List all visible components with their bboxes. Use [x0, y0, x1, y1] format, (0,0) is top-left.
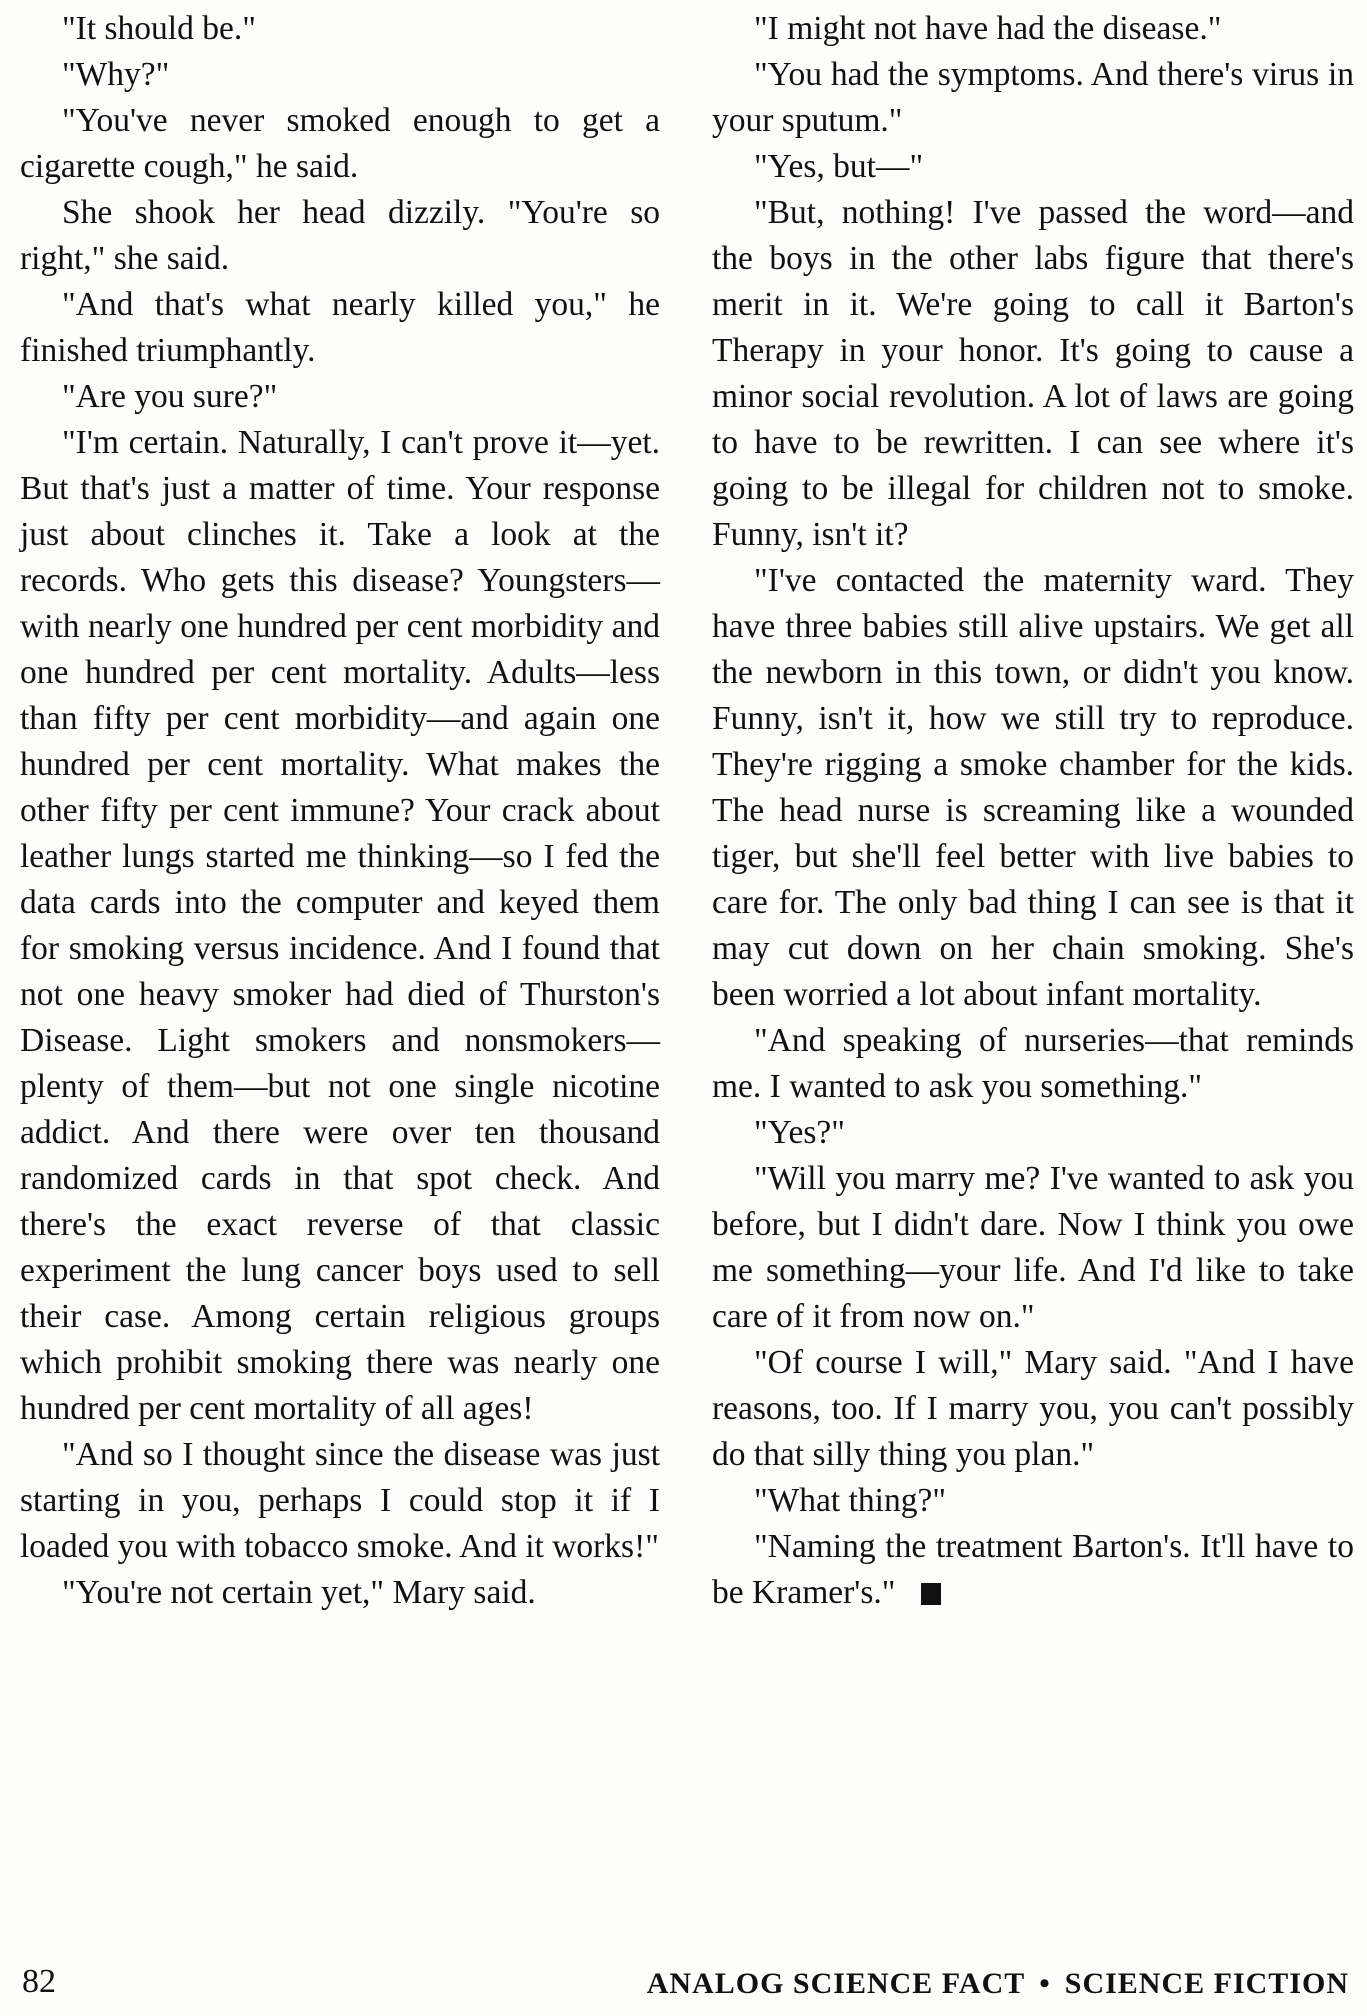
- left-column: [20, 6, 660, 1616]
- final-paragraph: [712, 1524, 1354, 1616]
- paragraph: "And speaking of nurseries—that reminds me. I wanted to ask you something.": [712, 1022, 1354, 1105]
- final-paragraph-text: "Naming the treatment Barton's. It'll have to be Kramer's.": [712, 1528, 1354, 1611]
- paragraph: "I'm certain. Naturally, I can't prove it—yet. But that's just a matter of time. Your response just about clinches it. Take a look at the records. Who gets this disease? Youngsters—with nearly one hundred per cent morbidity and one hundred per cent mortality. Adults—less than fifty per cent morbidity—and again one hundred per cent mortality. What makes the other fifty per cent immune? Your crack about leather lungs started me thinking—so I fed the data cards into the computer and keyed them for smoking versus incidence. And I found that not one heavy smoker had died of Thurston's Disease. Light smokers and nonsmokers—plenty of them—but not one single nicotine addict. And there were over ten thousand randomized cards in that spot check. And there's the exact reverse of that classic experiment the lung cancer boys used to sell their case. Among certain religious groups which prohibit smoking there was nearly one hundred per cent mortality of all ages!: [20, 424, 660, 1427]
- paragraph: "Of course I will," Mary said. "And I have reasons, too. If I marry you, you can't possibly do that silly thing you plan.": [712, 1344, 1354, 1473]
- right-column: [712, 6, 1354, 1616]
- paragraph: "You had the symptoms. And there's virus in your sputum.": [712, 56, 1354, 139]
- paragraph: "Are you sure?": [62, 378, 278, 415]
- paragraph: "Will you marry me? I've wanted to ask you before, but I didn't dare. Now I think you owe me something—your life. And I'd like to take care of it from now on.": [712, 1160, 1354, 1335]
- magazine-name-right: SCIENCE FICTION: [1064, 1967, 1349, 2000]
- paragraph: "But, nothing! I've passed the word—and the boys in the other labs figure that there's merit in it. We're going to call it Barton's Therapy in your honor. It's going to cause a minor social revolution. A lot of laws are going to have to be rewritten. I can see where it's going to be illegal for children not to smoke. Funny, isn't it?: [712, 194, 1354, 553]
- paragraph: "And that's what nearly killed you," he finished triumphantly.: [20, 286, 660, 369]
- paragraph: "What thing?": [754, 1482, 947, 1519]
- paragraph: "And so I thought since the disease was just starting in you, perhaps I could stop it if I loaded you with tobacco smoke. And it works!": [20, 1436, 660, 1565]
- paragraph: "You're not certain yet," Mary said.: [62, 1574, 536, 1611]
- paragraph: "Why?": [62, 56, 170, 93]
- paragraph: She shook her head dizzily. "You're so right," she said.: [20, 194, 660, 277]
- magazine-name-left: ANALOG SCIENCE FACT: [646, 1967, 1026, 2000]
- page-number: 82: [22, 1963, 56, 2000]
- end-of-story-square-icon: [921, 1583, 941, 1605]
- paragraph: "I might not have had the disease.": [754, 10, 1222, 47]
- paragraph: "I've contacted the maternity ward. They have three babies still alive upstairs. We get all the newborn in this town, or didn't you know. Funny, isn't it, how we still try to reproduce. They're rigging a smoke chamber for the kids. The head nurse is screaming like a wounded tiger, but she'll feel better with live babies to care for. The only bad thing I can see is that it may cut down on her chain smoking. She's been worried a lot about infant mortality.: [712, 562, 1354, 1013]
- paragraph: "You've never smoked enough to get a cigarette cough," he said.: [20, 102, 660, 185]
- paragraph: "It should be.": [62, 10, 256, 47]
- bullet-separator: •: [1039, 1967, 1051, 2000]
- paragraph: "Yes?": [754, 1114, 845, 1151]
- paragraph: "Yes, but—": [754, 148, 924, 185]
- running-footer-title: [647, 1964, 1349, 2004]
